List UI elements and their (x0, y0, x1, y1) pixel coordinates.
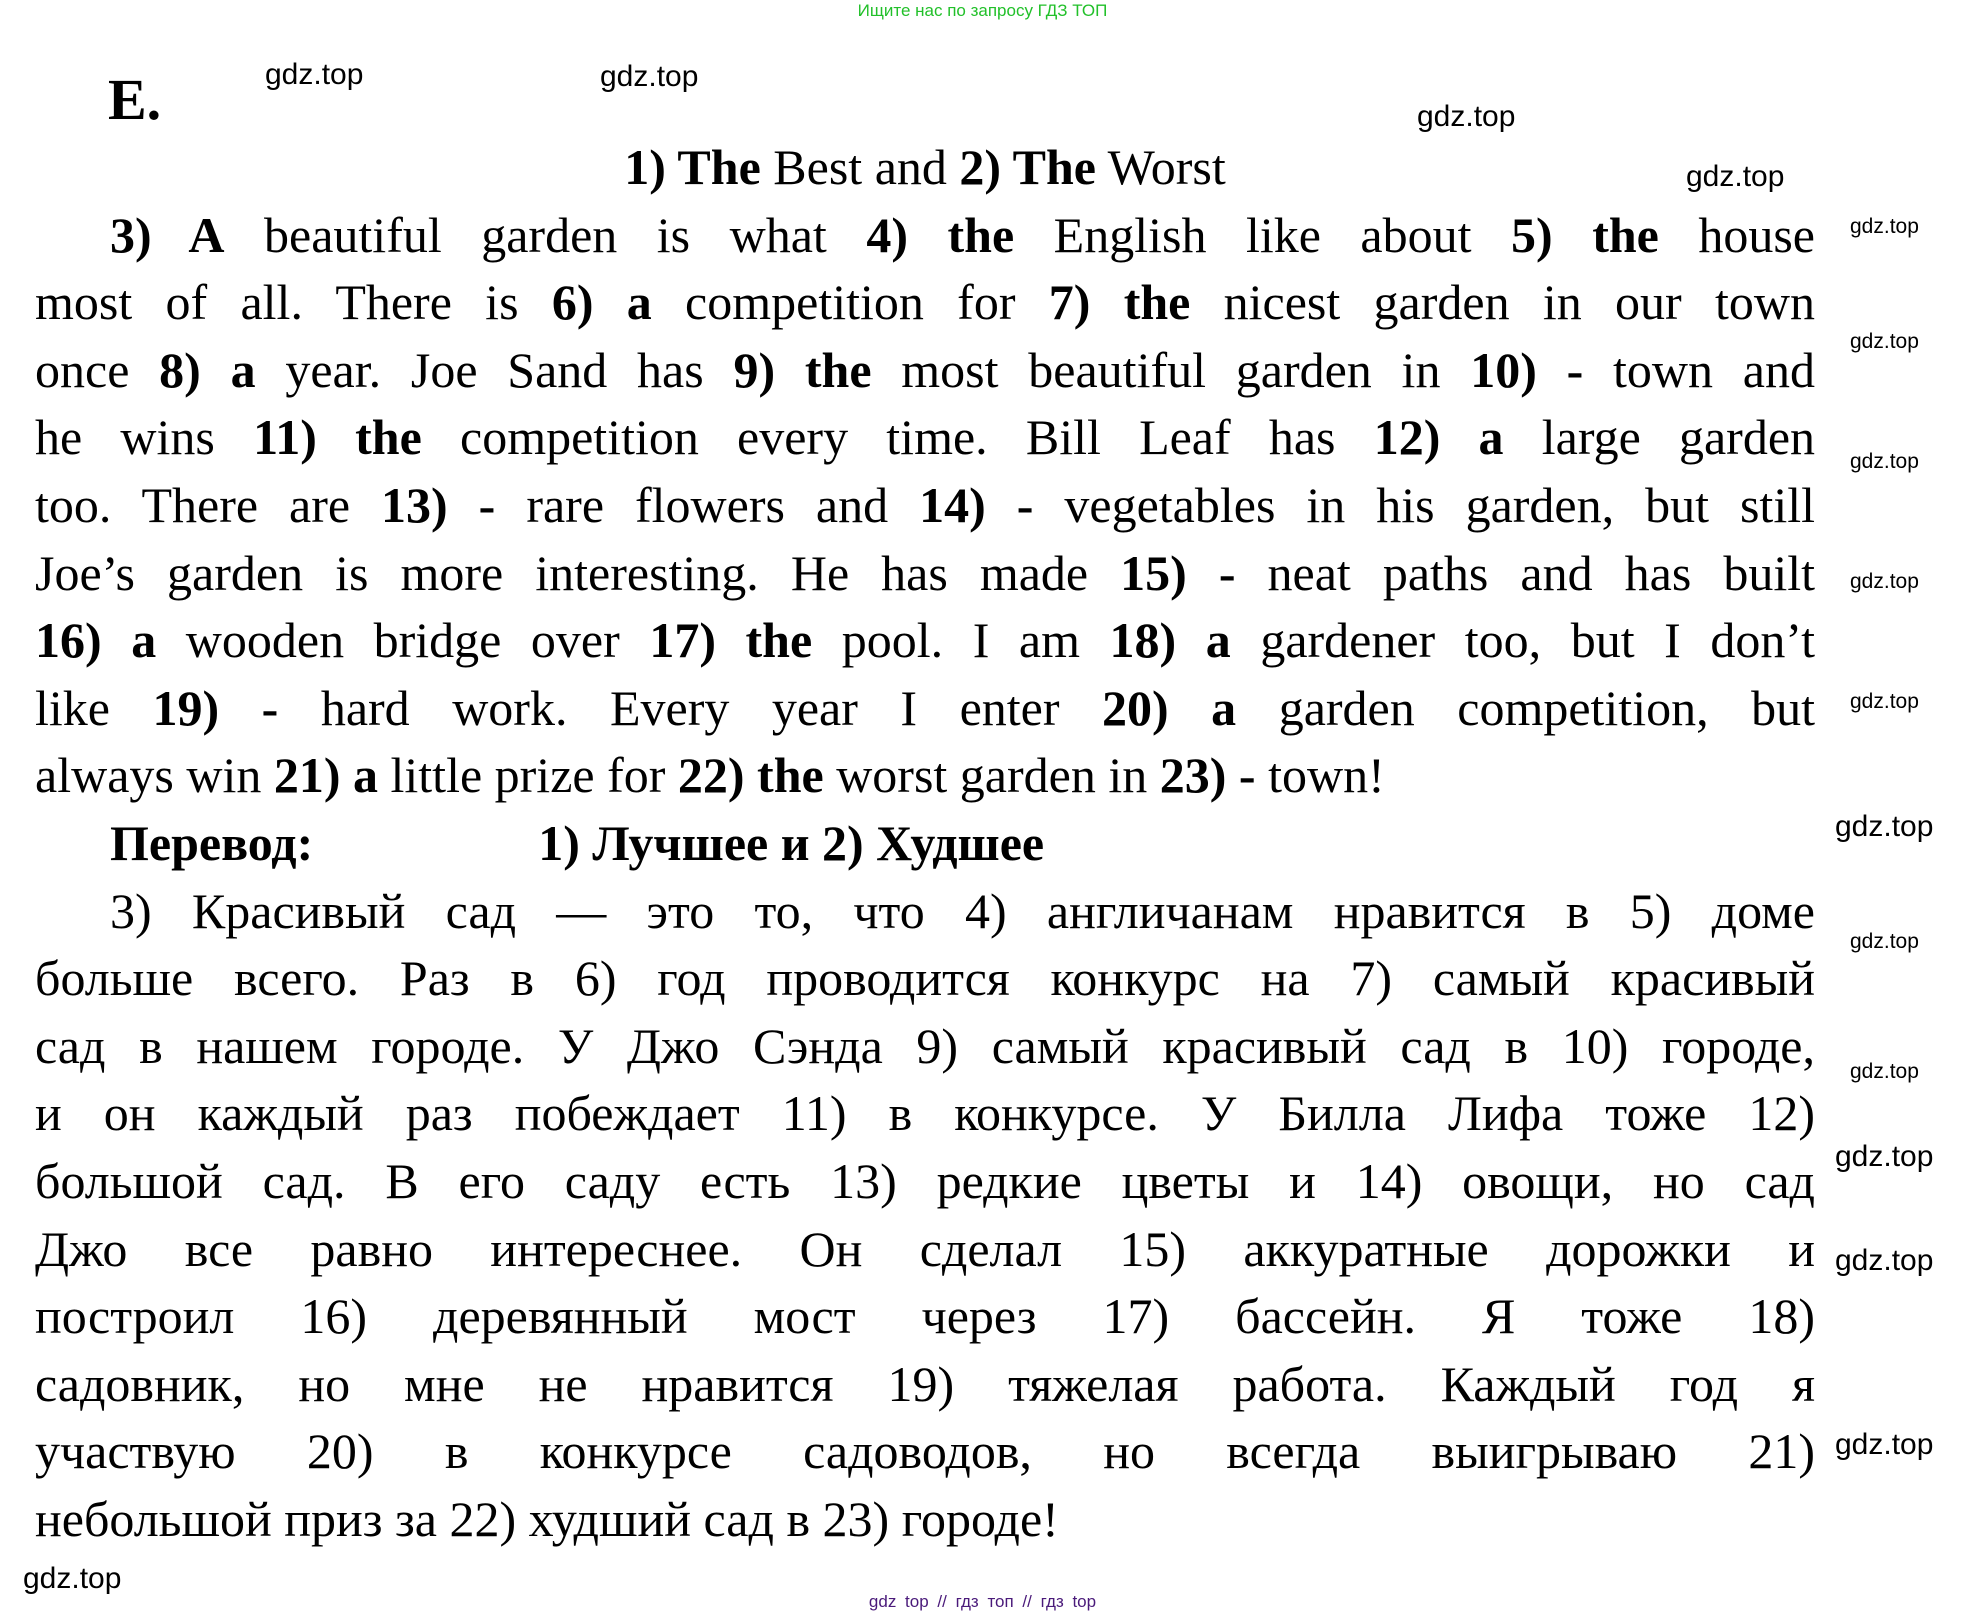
watermark: gdz.top (1686, 160, 1785, 193)
sentence-text: most of all. There is (35, 274, 552, 331)
answer-text: 12) a (1373, 409, 1504, 466)
answer-text: 13) - (381, 476, 496, 533)
sentence-text: like (35, 679, 153, 736)
sentence-text: competition for (651, 274, 1049, 331)
sentence-text: most beautiful garden in (871, 341, 1471, 398)
sentence-text: always win (35, 747, 274, 804)
russian-line: участвую 20) в конкурсе садоводов, но всегда выигрываю 21) (35, 1423, 1815, 1480)
answer-text: 11) the (253, 409, 422, 466)
translation-label: Перевод: (110, 814, 314, 871)
translation-heading (35, 810, 1815, 878)
answer-text: 14) - (919, 476, 1034, 533)
russian-line: 3) Красивый сад — это то, что 4) англичанам нравится в 5) доме (110, 882, 1815, 939)
sentence-text: garden competition, but (1236, 679, 1815, 736)
watermark: gdz.top (1835, 810, 1934, 843)
sentence-text: neat paths and has built (1235, 544, 1815, 601)
answer-text: 8) a (159, 341, 256, 398)
sentence-text: Best and (760, 139, 960, 195)
answer-text: 21) a (273, 747, 378, 804)
russian-line: сад в нашем городе. У Джо Сэнда 9) самый красивый сад в 10) городе, (35, 1017, 1815, 1074)
answer-text: 9) the (733, 341, 872, 398)
answer-text: 17) the (649, 612, 813, 669)
answer-text: 5) the (1511, 206, 1659, 263)
sentence-text: too. There are (35, 476, 382, 533)
russian-line: большой сад. В его саду есть 13) редкие цветы и 14) овощи, но сад (35, 1152, 1815, 1209)
russian-line: небольшой приз за 22) худший сад в 23) городе! (35, 1490, 1059, 1547)
sentence-text: once (35, 341, 160, 398)
exercise-text (35, 134, 1815, 1553)
answer-text: 10) - (1470, 341, 1584, 398)
sentence-text: nicest garden in our town (1190, 274, 1815, 331)
footer-links[interactable]: gdz top // гдз топ // гдз top (868, 1592, 1097, 1611)
english-line (35, 675, 1815, 743)
watermark: gdz.top (1850, 330, 1919, 353)
russian-line: садовник, но мне не нравится 19) тяжелая работа. Каждый год я (35, 1355, 1815, 1412)
sentence-text: little prize for (378, 747, 678, 804)
answer-text: 16) a (35, 612, 157, 669)
english-line (35, 472, 1815, 540)
sentence-text: wooden bridge over (156, 612, 650, 669)
russian-line: Джо все равно интереснее. Он сделал 15) аккуратные дорожки и (35, 1220, 1815, 1277)
sentence-text: English like about (1014, 206, 1512, 263)
sentence-text: rare flowers and (495, 476, 920, 533)
sentence-text: town and (1583, 341, 1815, 398)
sentence-text: year. Joe Sand has (255, 341, 734, 398)
english-line (35, 742, 1815, 810)
answer-text: 4) the (866, 206, 1015, 263)
answer-text: 1) The (624, 139, 761, 195)
answer-text: 22) the (677, 747, 824, 804)
search-hint-link[interactable]: Ищите нас по запросу ГДЗ ТОП (857, 1, 1108, 20)
sentence-text: large garden (1503, 409, 1815, 466)
english-line (35, 269, 1815, 337)
sentence-text: vegetables in his garden, but still (1033, 476, 1815, 533)
russian-line: и он каждый раз побеждает 11) в конкурсе. У Билла Лифа тоже 12) (35, 1085, 1815, 1142)
watermark: gdz.top (1850, 930, 1919, 953)
answer-text: 3) A (110, 206, 225, 263)
watermark: gdz.top (1850, 215, 1919, 238)
sentence-text: house (1658, 206, 1815, 263)
sentence-text: Joe’s garden is more interesting. He has made (35, 544, 1121, 601)
sentence-text: Worst (1096, 139, 1226, 195)
watermark: gdz.top (265, 58, 364, 91)
sentence-text: town! (1255, 747, 1385, 804)
watermark: gdz.top (1835, 1428, 1934, 1461)
english-line (35, 337, 1815, 405)
sentence-text: beautiful garden is what (224, 206, 867, 263)
watermark: gdz.top (1850, 450, 1919, 473)
watermark: gdz.top (1850, 1060, 1919, 1083)
answer-text: 23) - (1159, 747, 1256, 804)
answer-text: 19) - (152, 679, 279, 736)
english-line (35, 404, 1815, 472)
translation-title: 1) Лучшее и 2) Худшее (538, 814, 1045, 871)
sentence-text: hard work. Every year I enter (278, 679, 1103, 736)
answer-text: 6) a (551, 274, 652, 331)
watermark: gdz.top (1835, 1140, 1934, 1173)
answer-text: 2) The (959, 139, 1096, 195)
english-line (35, 540, 1815, 608)
sentence-text: competition every time. Bill Leaf has (421, 409, 1374, 466)
russian-line: построил 16) деревянный мост через 17) бассейн. Я тоже 18) (35, 1288, 1815, 1345)
russian-line: больше всего. Раз в 6) год проводится конкурс на 7) самый красивый (35, 950, 1815, 1007)
sentence-text: gardener too, but I don’t (1230, 612, 1815, 669)
answer-text: 20) a (1102, 679, 1237, 736)
english-line (35, 202, 1815, 270)
exercise-letter: E. (108, 67, 162, 132)
sentence-text: pool. I am (812, 612, 1110, 669)
sentence-text: he wins (35, 409, 254, 466)
watermark: gdz.top (1850, 690, 1919, 713)
watermark: gdz.top (23, 1562, 122, 1595)
watermark: gdz.top (1835, 1244, 1934, 1277)
watermark: gdz.top (1417, 100, 1516, 133)
watermark: gdz.top (600, 60, 699, 93)
sentence-text: worst garden in (823, 747, 1160, 804)
answer-text: 18) a (1109, 612, 1231, 669)
english-line (35, 607, 1815, 675)
answer-text: 7) the (1048, 274, 1191, 331)
text-title (35, 134, 1815, 202)
answer-text: 15) - (1120, 544, 1236, 601)
watermark: gdz.top (1850, 570, 1919, 593)
